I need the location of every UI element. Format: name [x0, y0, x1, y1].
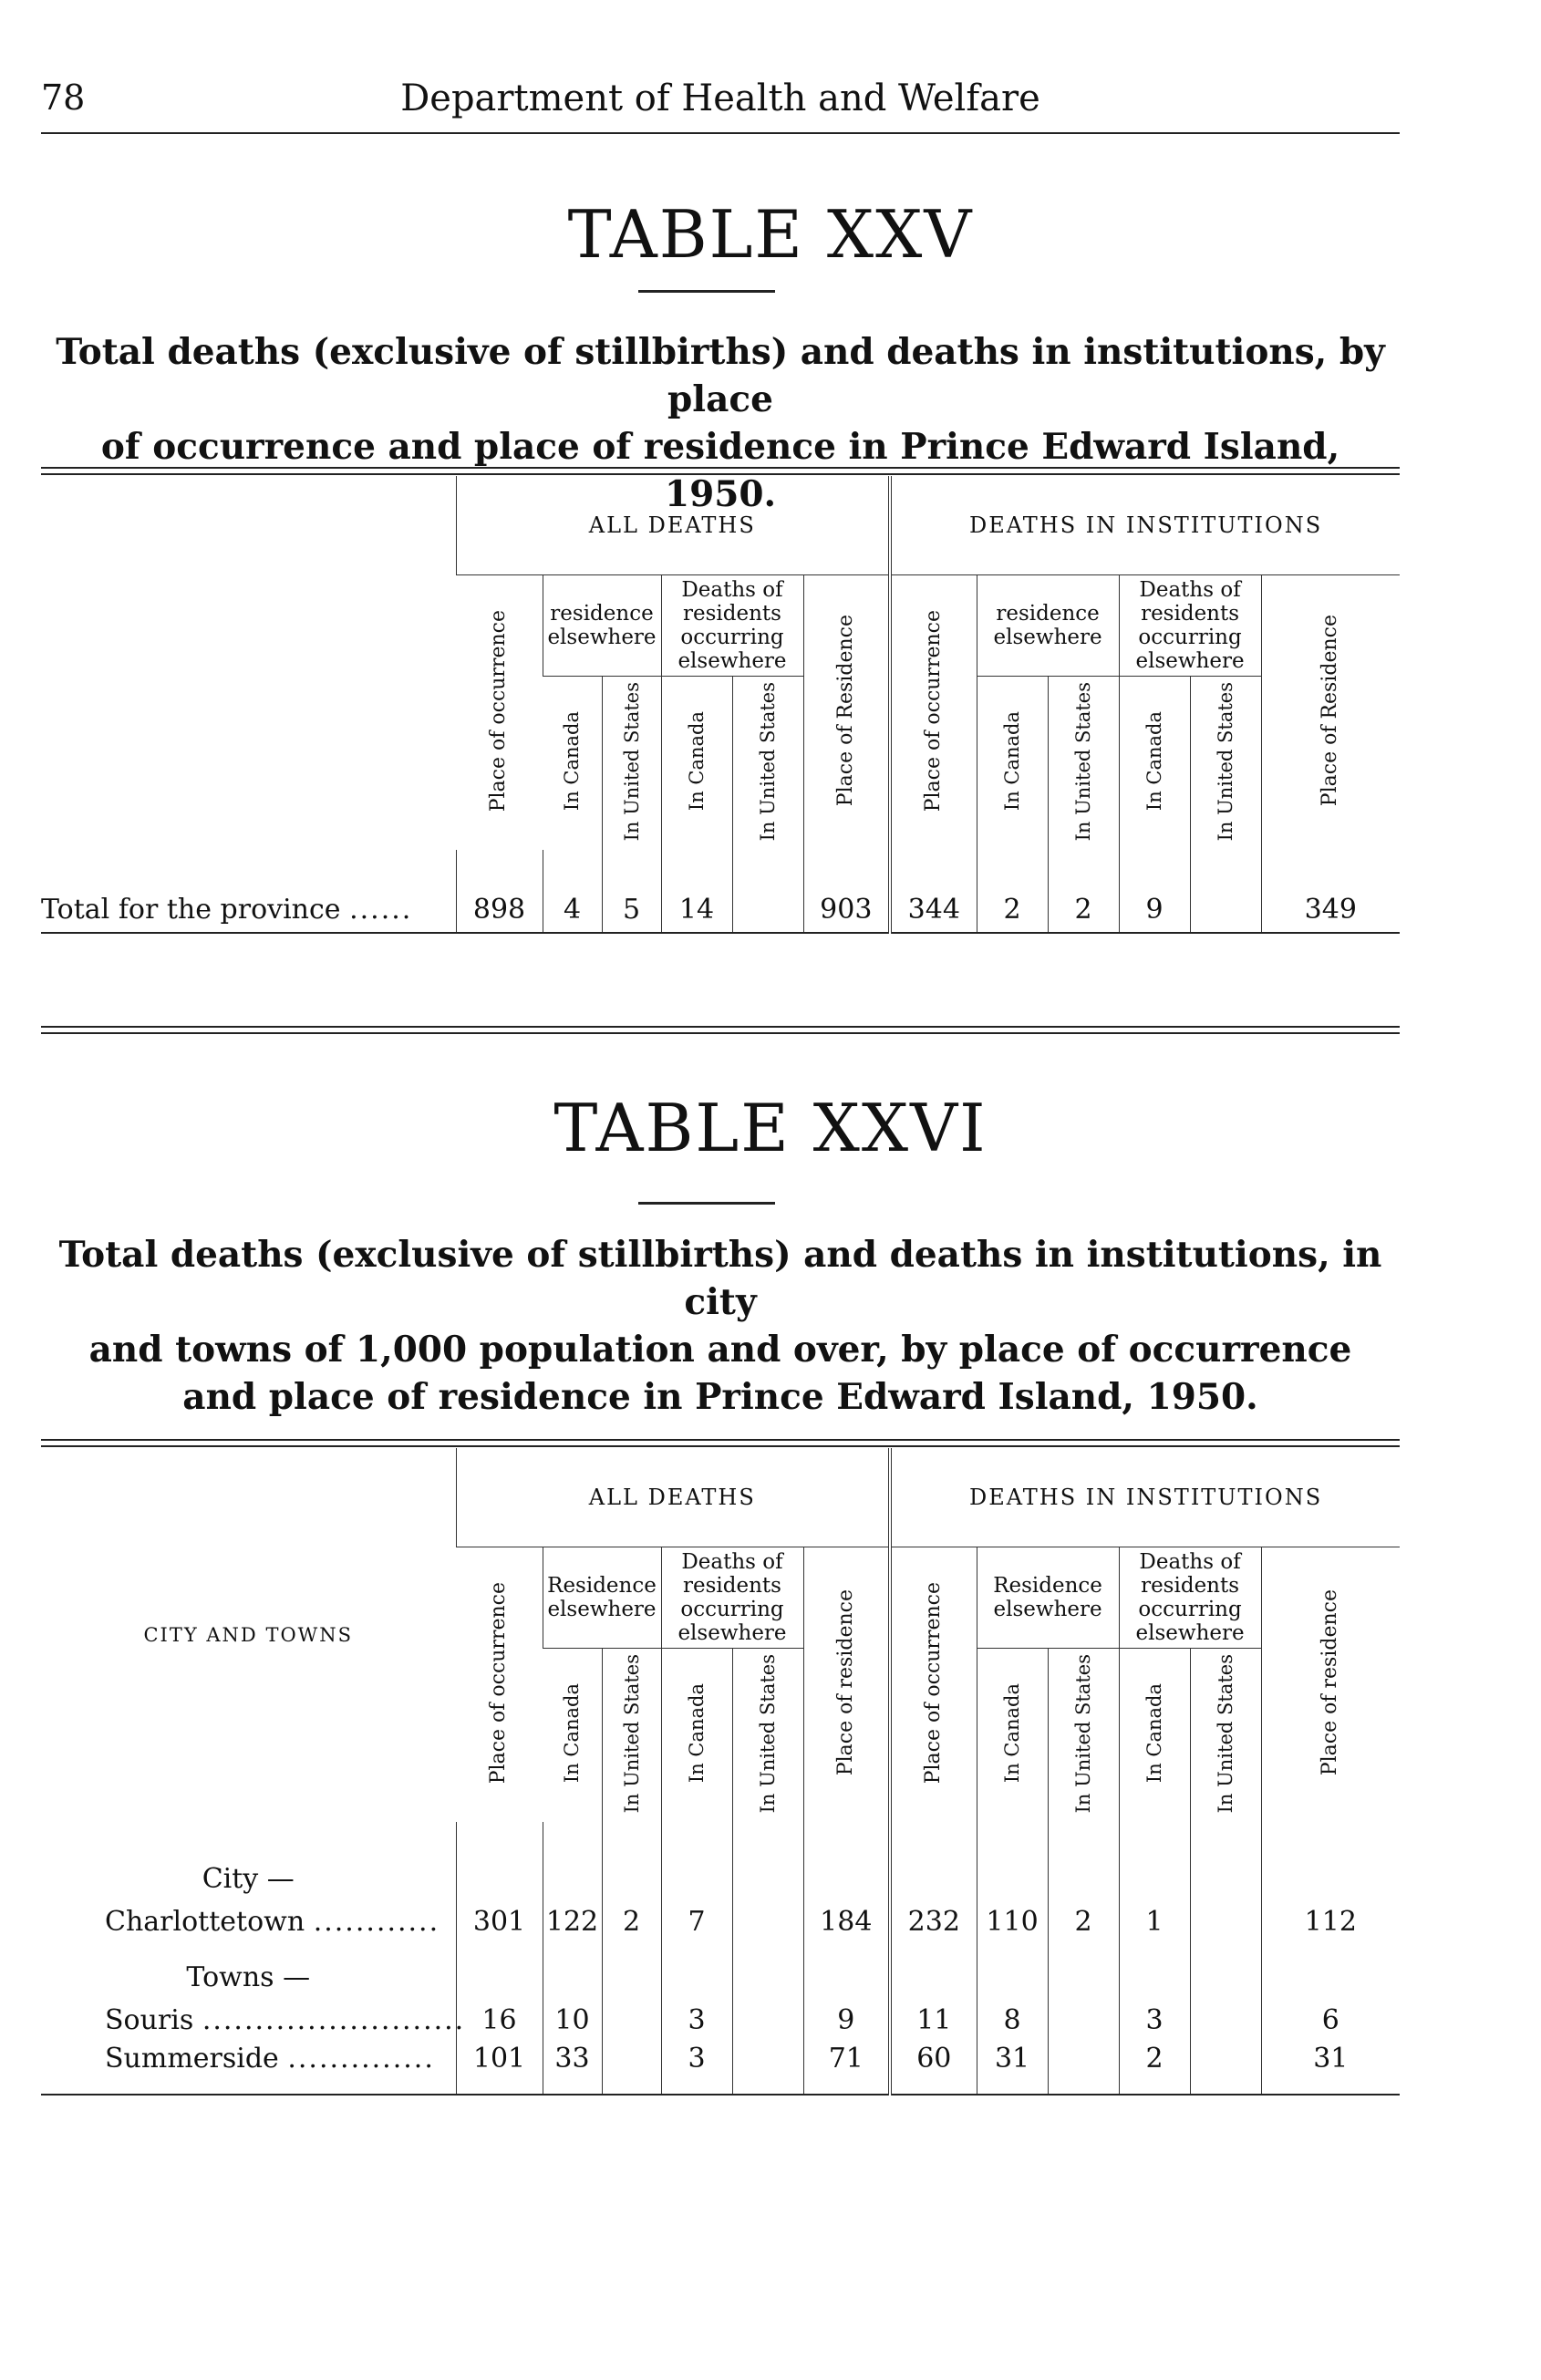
cell: 344	[890, 886, 977, 933]
cell: 31	[1261, 2043, 1400, 2095]
cell: 14	[661, 886, 732, 933]
col-place-of-occurrence: Place of occurrence	[487, 609, 511, 812]
col-in-united-states: In United States	[1190, 677, 1261, 851]
cell	[602, 1997, 661, 2043]
cell: 7	[661, 1899, 732, 1944]
table-26	[41, 1448, 1400, 2095]
cell: 3	[661, 2043, 732, 2095]
table-row	[41, 1997, 1400, 2043]
cell	[732, 886, 803, 933]
row-label: Charlottetown ............	[105, 1905, 440, 1938]
title-rule	[638, 290, 775, 293]
table-rule	[41, 1439, 1400, 1447]
col-place-of-occurrence: Place of occurrence	[487, 1581, 511, 1785]
caption-line: and place of residence in Prince Edward Island, 1950.	[182, 1376, 1258, 1418]
cell: 6	[1261, 1997, 1400, 2043]
page-number: 78	[41, 78, 86, 118]
cell	[1048, 1997, 1119, 2043]
cell: 2	[602, 1899, 661, 1944]
stub-head-city-and-towns: CITY AND TOWNS	[143, 1624, 354, 1646]
col-deaths-of-residents: Deaths of residents occurring elsewhere	[1119, 575, 1261, 677]
col-in-united-states: In United States	[732, 1649, 803, 1823]
cell: 11	[890, 1997, 977, 2043]
table-26-caption	[41, 1231, 1400, 1421]
institutions-header: DEATHS IN INSTITUTIONS	[890, 476, 1400, 575]
cell: 31	[977, 2043, 1048, 2095]
col-place-of-residence: Place of Residence	[1261, 575, 1400, 851]
table-row	[41, 2043, 1400, 2095]
cell: 2	[1119, 2043, 1190, 2095]
cell: 184	[803, 1899, 890, 1944]
col-place-of-residence: Place of residence	[803, 1547, 890, 1823]
table-25	[41, 476, 1400, 934]
col-in-canada: In Canada	[661, 1649, 732, 1823]
group-label-city: City —	[202, 1862, 295, 1895]
cell	[602, 2043, 661, 2095]
page-header	[41, 78, 1400, 134]
group-label-row	[41, 1858, 1400, 1899]
col-deaths-of-residents: Deaths of residents occurring elsewhere	[661, 1547, 803, 1649]
cell	[1190, 886, 1261, 933]
cell: 101	[456, 2043, 543, 2095]
stub-head	[41, 476, 456, 850]
col-in-united-states: In United States	[1048, 677, 1119, 851]
cell	[732, 1997, 803, 2043]
cell: 903	[803, 886, 890, 933]
row-label: Total for the province ......	[41, 886, 456, 933]
col-in-united-states: In United States	[602, 677, 661, 851]
col-in-united-states: In United States	[1190, 1649, 1261, 1823]
cell: 4	[543, 886, 602, 933]
running-title: Department of Health and Welfare	[400, 78, 1040, 119]
col-residence-elsewhere: residence elsewhere	[543, 575, 661, 677]
col-in-canada: In Canada	[1119, 1649, 1190, 1823]
col-in-canada: In Canada	[977, 677, 1048, 851]
cell: 9	[803, 1997, 890, 2043]
cell	[1190, 1997, 1261, 2043]
cell: 3	[1119, 1997, 1190, 2043]
col-in-canada: In Canada	[1119, 677, 1190, 851]
caption-line: Total deaths (exclusive of stillbirths) and deaths in institutions, by place	[56, 331, 1385, 420]
table-row	[41, 886, 1400, 933]
cell: 60	[890, 2043, 977, 2095]
col-place-of-occurrence: Place of occurrence	[890, 1547, 977, 1823]
all-deaths-header: ALL DEATHS	[456, 1448, 890, 1547]
cell: 2	[977, 886, 1048, 933]
all-deaths-header: ALL DEATHS	[456, 476, 890, 575]
cell: 349	[1261, 886, 1400, 933]
group-label-row	[41, 1944, 1400, 1997]
table-25-title: TABLE XXV	[567, 196, 974, 273]
col-deaths-of-residents: Deaths of residents occurring elsewhere	[1119, 1547, 1261, 1649]
cell: 2	[1048, 1899, 1119, 1944]
cell	[1190, 1899, 1261, 1944]
cell: 16	[456, 1997, 543, 2043]
col-residence-elsewhere: residence elsewhere	[977, 575, 1119, 677]
cell: 71	[803, 2043, 890, 2095]
col-in-canada: In Canada	[561, 1683, 584, 1784]
cell	[732, 1899, 803, 1944]
cell: 3	[661, 1997, 732, 2043]
cell: 898	[456, 886, 543, 933]
col-in-united-states: In United States	[732, 677, 803, 851]
cell: 5	[602, 886, 661, 933]
cell: 8	[977, 1997, 1048, 2043]
cell: 2	[1048, 886, 1119, 933]
cell	[732, 2043, 803, 2095]
cell	[1190, 2043, 1261, 2095]
cell	[1048, 2043, 1119, 2095]
col-place-of-occurrence: Place of occurrence	[890, 575, 977, 851]
table-row	[41, 1899, 1400, 1944]
cell: 110	[977, 1899, 1048, 1944]
col-residence-elsewhere: Residence elsewhere	[543, 1547, 661, 1649]
row-label: Summerside ..............	[41, 2043, 456, 2095]
row-label: Souris .........................	[105, 2003, 466, 2036]
cell: 301	[456, 1899, 543, 1944]
col-in-canada: In Canada	[977, 1649, 1048, 1823]
col-in-united-states: In United States	[1048, 1649, 1119, 1823]
caption-line: Total deaths (exclusive of stillbirths) and deaths in institutions, in city	[58, 1234, 1382, 1323]
table-rule	[41, 467, 1400, 475]
institutions-header: DEATHS IN INSTITUTIONS	[890, 1448, 1400, 1547]
caption-line: and towns of 1,000 population and over, by place of occurrence	[88, 1329, 1352, 1371]
caption-line: of occurrence and place of residence in Prince Edward Island, 1950.	[100, 426, 1340, 515]
cell: 122	[543, 1899, 602, 1944]
col-in-canada: In Canada	[661, 677, 732, 851]
cell: 232	[890, 1899, 977, 1944]
cell: 9	[1119, 886, 1190, 933]
col-in-canada: In Canada	[561, 711, 584, 812]
cell: 1	[1119, 1899, 1190, 1944]
title-rule	[638, 1202, 775, 1205]
col-place-of-residence: Place of Residence	[803, 575, 890, 851]
col-place-of-residence: Place of residence	[1261, 1547, 1400, 1823]
col-residence-elsewhere: Residence elsewhere	[977, 1547, 1119, 1649]
cell: 112	[1261, 1899, 1400, 1944]
cell: 33	[543, 2043, 602, 2095]
col-deaths-of-residents: Deaths of residents occurring elsewhere	[661, 575, 803, 677]
section-rule	[41, 1026, 1400, 1034]
table-26-title: TABLE XXVI	[553, 1090, 988, 1166]
group-label-towns: Towns —	[186, 1961, 311, 1993]
cell: 10	[543, 1997, 602, 2043]
col-in-united-states: In United States	[602, 1649, 661, 1823]
